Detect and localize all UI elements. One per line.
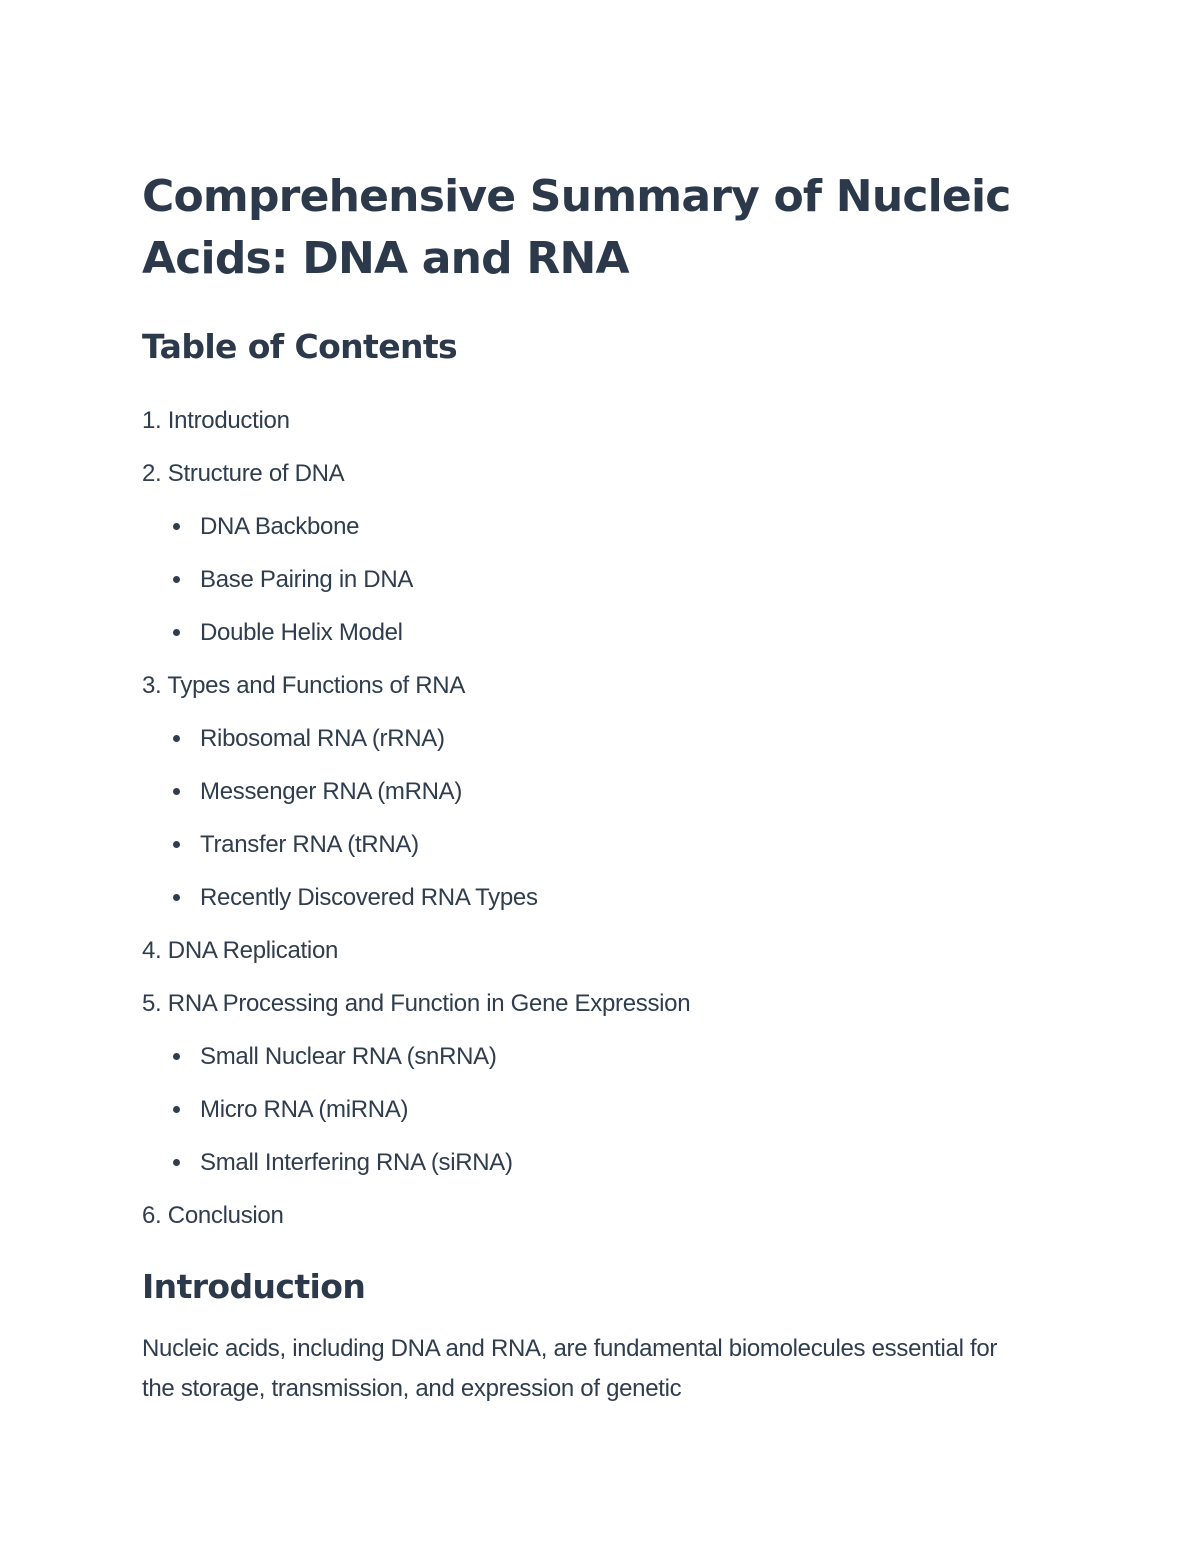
toc-item-label: DNA Replication: [167, 937, 339, 964]
toc-sublist-container: [142, 1030, 1022, 1189]
introduction-heading: Introduction: [142, 1267, 366, 1306]
toc-item-dna-replication[interactable]: [142, 924, 1022, 977]
toc-item-label: RNA Processing and Function in Gene Expression: [167, 990, 691, 1017]
bullet-icon: [173, 1159, 180, 1166]
toc-item-number: 5.: [142, 990, 162, 1017]
bullet-icon: [173, 894, 180, 901]
toc-item-label: Introduction: [167, 407, 290, 434]
introduction-paragraph: Nucleic acids, including DNA and RNA, are fundamental biomolecules essential for the storage, transmission, and expression of genetic: [142, 1335, 998, 1402]
toc-subitem-double-helix[interactable]: [142, 606, 1022, 659]
toc-item-label: Conclusion: [167, 1202, 284, 1229]
toc-subitem-dna-backbone[interactable]: [142, 500, 1022, 553]
toc-subitem-mrna[interactable]: [142, 765, 1022, 818]
bullet-icon: [173, 1106, 180, 1113]
toc-subitem-recent-rna[interactable]: [142, 871, 1022, 924]
toc-subitem-label: Base Pairing in DNA: [200, 566, 414, 593]
toc-item-conclusion[interactable]: [142, 1189, 1022, 1242]
toc-subitem-label: Double Helix Model: [200, 619, 403, 646]
toc-sublist: [142, 500, 1022, 659]
bullet-icon: [173, 629, 180, 636]
toc-item-types-of-rna[interactable]: [142, 659, 1022, 712]
toc-sublist: [142, 712, 1022, 924]
toc-item-rna-processing[interactable]: [142, 977, 1022, 1030]
toc-subitem-label: DNA Backbone: [200, 513, 360, 540]
bullet-icon: [173, 788, 180, 795]
toc-subitem-label: Small Nuclear RNA (snRNA): [200, 1043, 497, 1070]
toc-subitem-label: Messenger RNA (mRNA): [200, 778, 463, 805]
toc-heading: Table of Contents: [142, 327, 458, 366]
toc-subitem-label: Small Interfering RNA (siRNA): [200, 1149, 513, 1176]
toc-subitem-label: Transfer RNA (tRNA): [200, 831, 419, 858]
toc-subitem-sirna[interactable]: [142, 1136, 1022, 1189]
toc-item-number: 2.: [142, 460, 162, 487]
toc-sublist: [142, 1030, 1022, 1189]
bullet-icon: [173, 523, 180, 530]
toc-subitem-mirna[interactable]: [142, 1083, 1022, 1136]
document-page: [142, 166, 1022, 1409]
toc-item-structure-of-dna[interactable]: [142, 447, 1022, 500]
toc-subitem-label: Recently Discovered RNA Types: [200, 884, 538, 911]
bullet-icon: [173, 576, 180, 583]
toc-item-label: Types and Functions of RNA: [167, 672, 466, 699]
toc-item-label: Structure of DNA: [167, 460, 345, 487]
toc-subitem-snrna[interactable]: [142, 1030, 1022, 1083]
toc-item-introduction[interactable]: [142, 394, 1022, 447]
toc-item-number: 4.: [142, 937, 162, 964]
toc-item-number: 6.: [142, 1202, 162, 1229]
table-of-contents: [142, 394, 1022, 1242]
toc-subitem-label: Ribosomal RNA (rRNA): [200, 725, 445, 752]
toc-subitem-base-pairing[interactable]: [142, 553, 1022, 606]
toc-item-number: 1.: [142, 407, 162, 434]
toc-sublist-container: [142, 712, 1022, 924]
toc-sublist-container: [142, 500, 1022, 659]
toc-subitem-trna[interactable]: [142, 818, 1022, 871]
bullet-icon: [173, 735, 180, 742]
document-title: Comprehensive Summary of Nucleic Acids: DNA and RNA: [142, 171, 1011, 284]
toc-subitem-rrna[interactable]: [142, 712, 1022, 765]
bullet-icon: [173, 841, 180, 848]
toc-subitem-label: Micro RNA (miRNA): [200, 1096, 409, 1123]
toc-item-number: 3.: [142, 672, 162, 699]
bullet-icon: [173, 1053, 180, 1060]
